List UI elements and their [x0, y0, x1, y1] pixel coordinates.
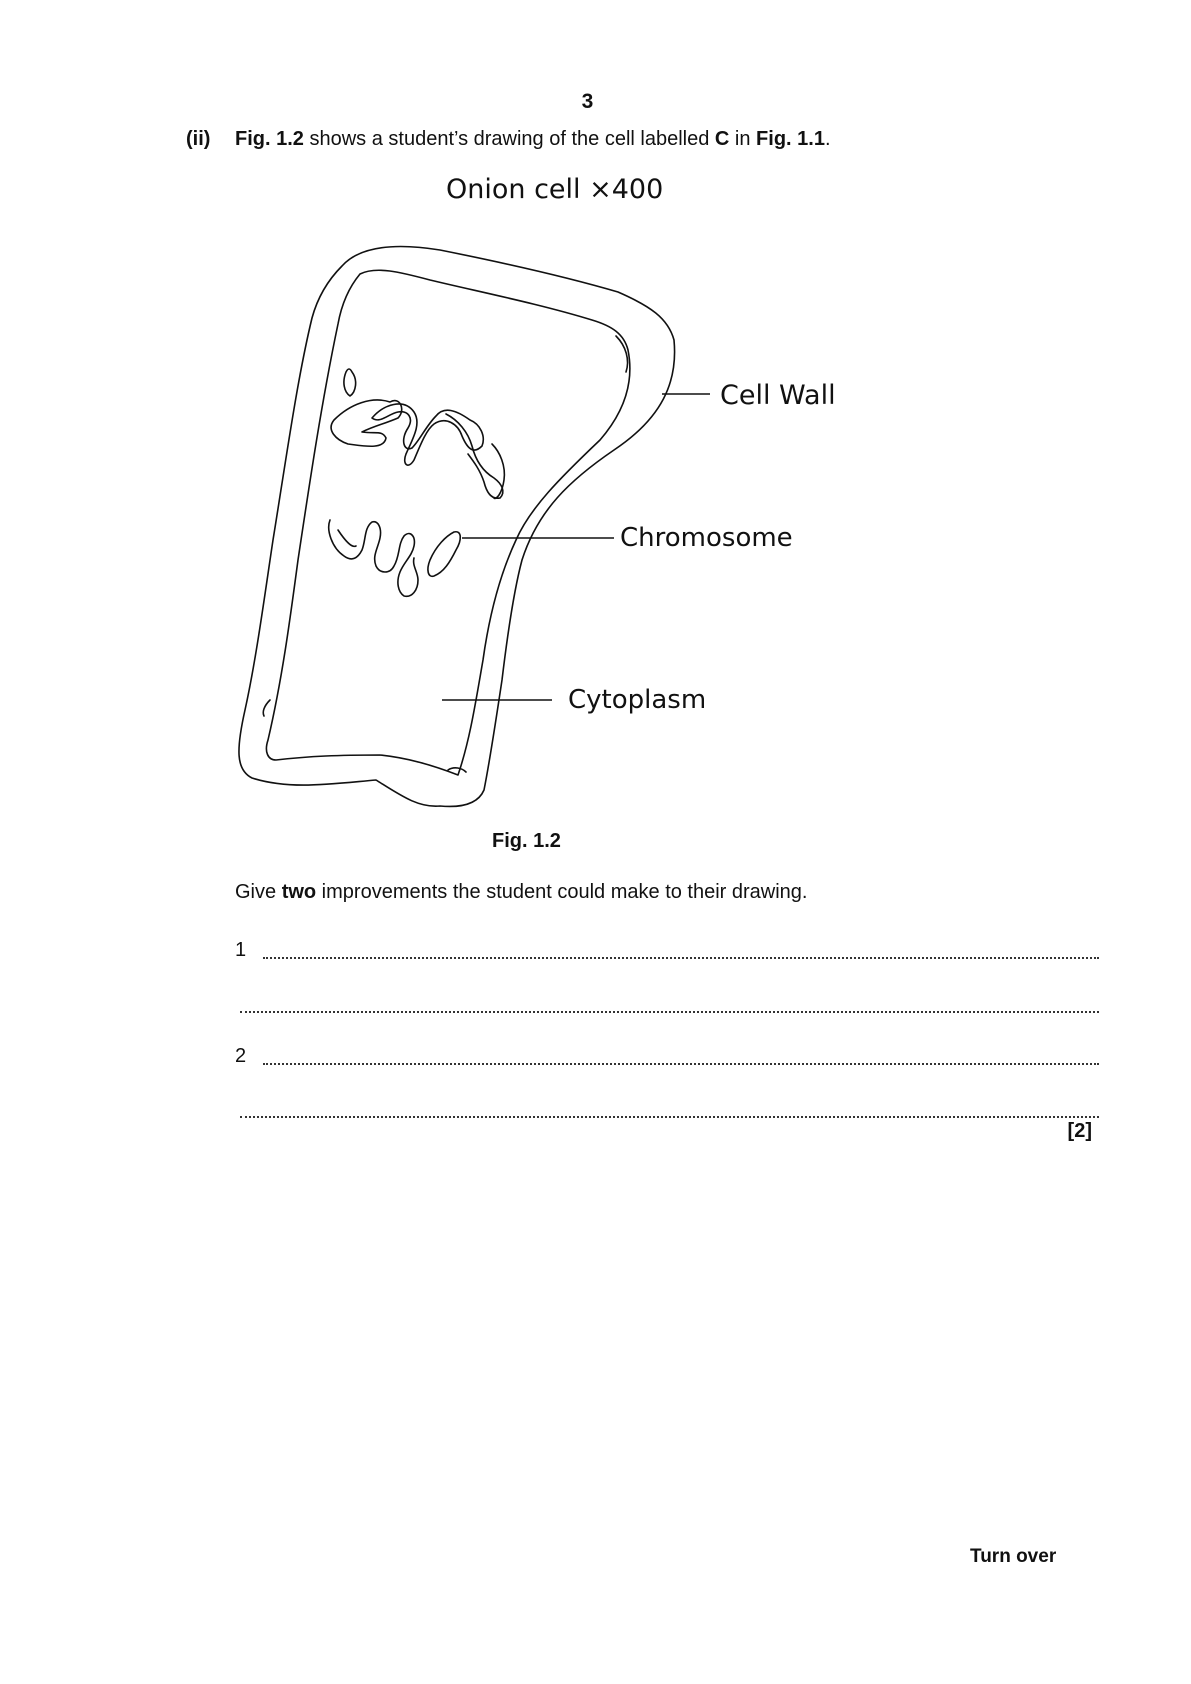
- chromosome-shape: [344, 369, 356, 396]
- figure-title: Onion cell ×400: [446, 174, 664, 205]
- dotted-line: [263, 957, 1099, 959]
- figure-reference: Fig. 1.2: [235, 128, 304, 150]
- instruction-emphasis: two: [281, 881, 317, 903]
- question-text-part: shows a student’s drawing of the cell labelled: [303, 128, 715, 150]
- chromosome-shape: [329, 520, 418, 596]
- figure-reference: Fig. 1.1: [756, 128, 825, 150]
- dotted-line: [240, 1116, 1099, 1118]
- chromosome-shape: [428, 532, 460, 577]
- instruction-text-part: improvements the student could make to their drawing.: [316, 881, 808, 903]
- figure-caption: Fig. 1.2: [492, 830, 561, 852]
- answer-number: 1: [235, 939, 247, 961]
- question-label: (ii): [186, 128, 211, 150]
- page-number: 3: [581, 90, 594, 113]
- cell-letter: C: [714, 128, 730, 150]
- question-text-part: in: [729, 128, 757, 150]
- instruction-text-part: Give: [235, 881, 282, 903]
- answer-line-2[interactable]: [235, 1044, 1099, 1068]
- dotted-line: [240, 1011, 1099, 1013]
- answer-line-1[interactable]: [235, 938, 1099, 962]
- chromosome-shape: [331, 400, 402, 446]
- answer-line-2-continued[interactable]: [240, 1097, 1099, 1121]
- turn-over-footer: Turn over: [970, 1546, 1057, 1567]
- answer-line-1-continued[interactable]: [240, 992, 1099, 1016]
- onion-cell-drawing: [0, 0, 1191, 830]
- chromosome-label: Chromosome: [620, 523, 793, 553]
- marks-available: [2]: [1067, 1120, 1092, 1142]
- instruction-text: [235, 881, 807, 904]
- question-text-part: .: [824, 128, 831, 150]
- cell-wall-label: Cell Wall: [720, 380, 836, 411]
- answer-number: 2: [235, 1045, 247, 1067]
- dotted-line: [263, 1063, 1099, 1065]
- chromosome-shape: [446, 414, 503, 498]
- cell-wall-outer: [239, 247, 675, 807]
- cytoplasm-label: Cytoplasm: [568, 685, 707, 715]
